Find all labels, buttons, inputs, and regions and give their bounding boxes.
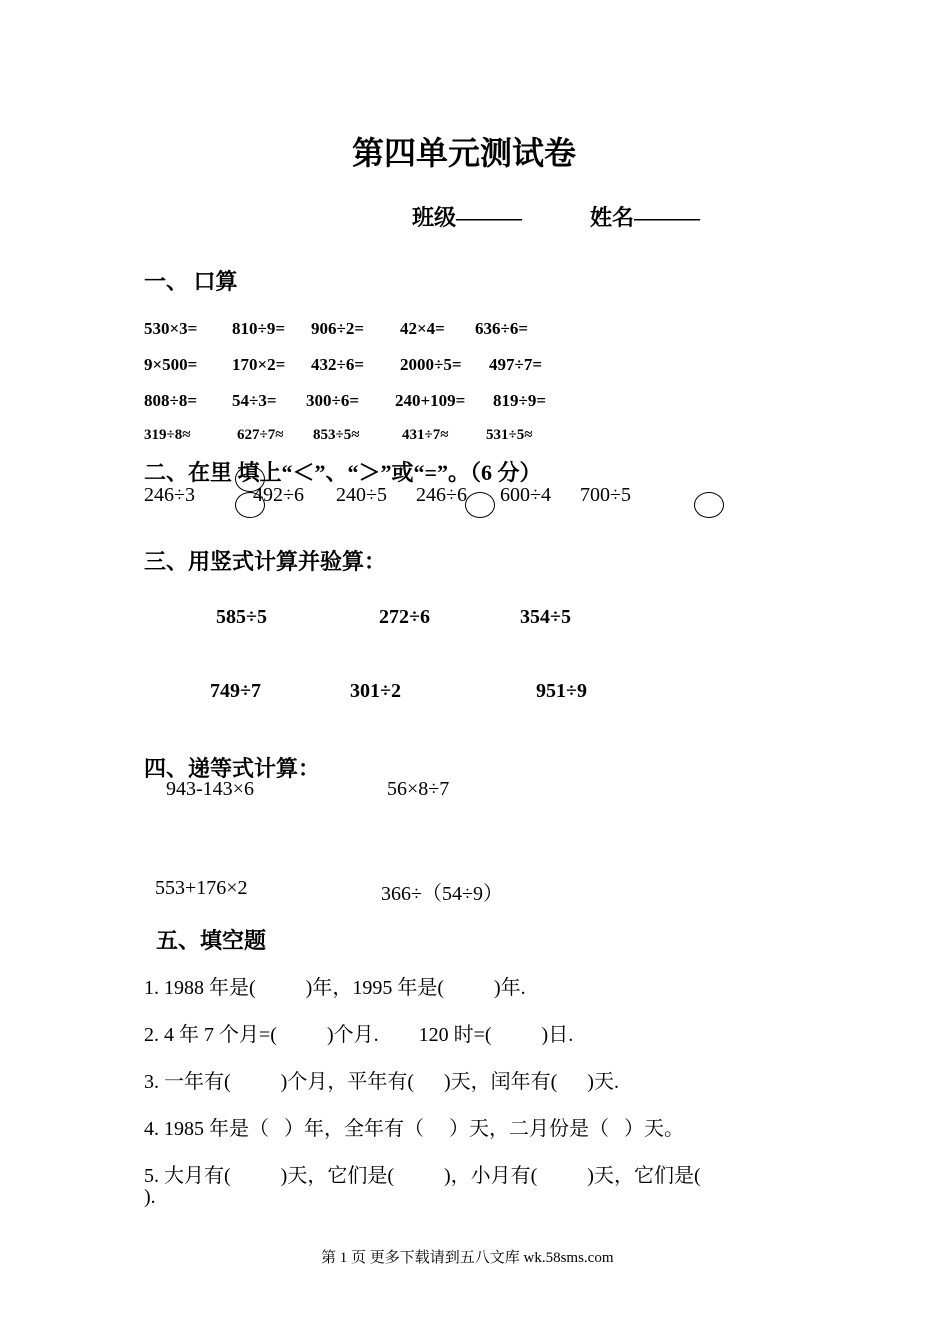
compare-item: 240÷5 [336, 484, 387, 506]
section5-heading: 五、填空题 [156, 928, 267, 953]
oral-item: 2000÷5= [400, 355, 462, 374]
oral-item: 300÷6= [306, 391, 360, 410]
compare-item: 600÷4 [500, 484, 551, 506]
stepwise-problem: 366÷（54÷9） [381, 883, 503, 905]
compare-item: 700÷5 [580, 484, 631, 506]
oral-item: 432÷6= [311, 355, 365, 374]
fill-item: ). [144, 1186, 166, 1208]
oral-item: 431÷7≈ [402, 427, 449, 443]
oral-item: 808÷8= [144, 391, 198, 410]
oral-item: 240+109= [395, 391, 466, 410]
fill-item: 1. 1988 年是( )年，1995 年是( )年. [144, 977, 526, 999]
compare-item: 246÷6 [416, 484, 467, 506]
oral-item: 319÷8≈ [144, 427, 191, 443]
compare-circle[interactable] [235, 492, 265, 518]
vertical-problem: 749÷7 [210, 680, 261, 702]
vertical-problem: 951÷9 [536, 680, 587, 702]
stepwise-problem: 56×8÷7 [387, 778, 450, 800]
vertical-problem: 301÷2 [350, 680, 401, 702]
oral-item: 810÷9= [232, 319, 286, 338]
compare-item: 492÷6 [253, 484, 304, 506]
oral-item: 530×3= [144, 319, 198, 338]
fill-item: 2. 4 年 7 个月=( )个月. 120 时=( )日. [144, 1024, 574, 1046]
compare-circle[interactable] [465, 492, 495, 518]
vertical-problem: 272÷6 [379, 606, 430, 628]
stepwise-problem: 553+176×2 [155, 877, 248, 899]
section1-heading: 一、 口算 [144, 269, 238, 294]
name-label: 姓名——— [590, 205, 701, 230]
section4-heading: 四、递等式计算： [144, 756, 321, 781]
compare-circle[interactable] [694, 492, 724, 518]
oral-item: 42×4= [400, 319, 445, 338]
oral-item: 497÷7= [489, 355, 543, 374]
oral-item: 906÷2= [311, 319, 365, 338]
oral-item: 170×2= [232, 355, 286, 374]
oral-item: 531÷5≈ [486, 427, 533, 443]
oral-item: 627÷7≈ [237, 427, 284, 443]
oral-item: 853÷5≈ [313, 427, 360, 443]
oral-item: 819÷9= [493, 391, 547, 410]
compare-item: 246÷3 [144, 484, 195, 506]
oral-item: 9×500= [144, 355, 198, 374]
compare-circle[interactable] [235, 466, 265, 492]
page-title: 第四单元测试卷 [352, 135, 577, 171]
section3-heading: 三、用竖式计算并验算： [144, 549, 387, 574]
vertical-problem: 585÷5 [216, 606, 267, 628]
fill-item: 5. 大月有( )天，它们是( )，小月有( )天，它们是( [144, 1165, 701, 1187]
oral-item: 54÷3= [232, 391, 277, 410]
fill-item: 4. 1985 年是（ ）年，全年有（ ）天，二月份是（ ）天。 [144, 1118, 684, 1140]
oral-item: 636÷6= [475, 319, 529, 338]
page-footer: 第 1 页 更多下载请到五八文库 wk.58sms.com [321, 1250, 614, 1266]
stepwise-problem: 943-143×6 [166, 778, 254, 800]
class-label: 班级——— [412, 205, 523, 230]
vertical-problem: 354÷5 [520, 606, 571, 628]
section2-heading: 二、在里 填上“＜”、“＞”或“=”。（6 分） [144, 460, 542, 485]
fill-item: 3. 一年有( )个月，平年有( )天，闰年有( )天. [144, 1071, 619, 1093]
